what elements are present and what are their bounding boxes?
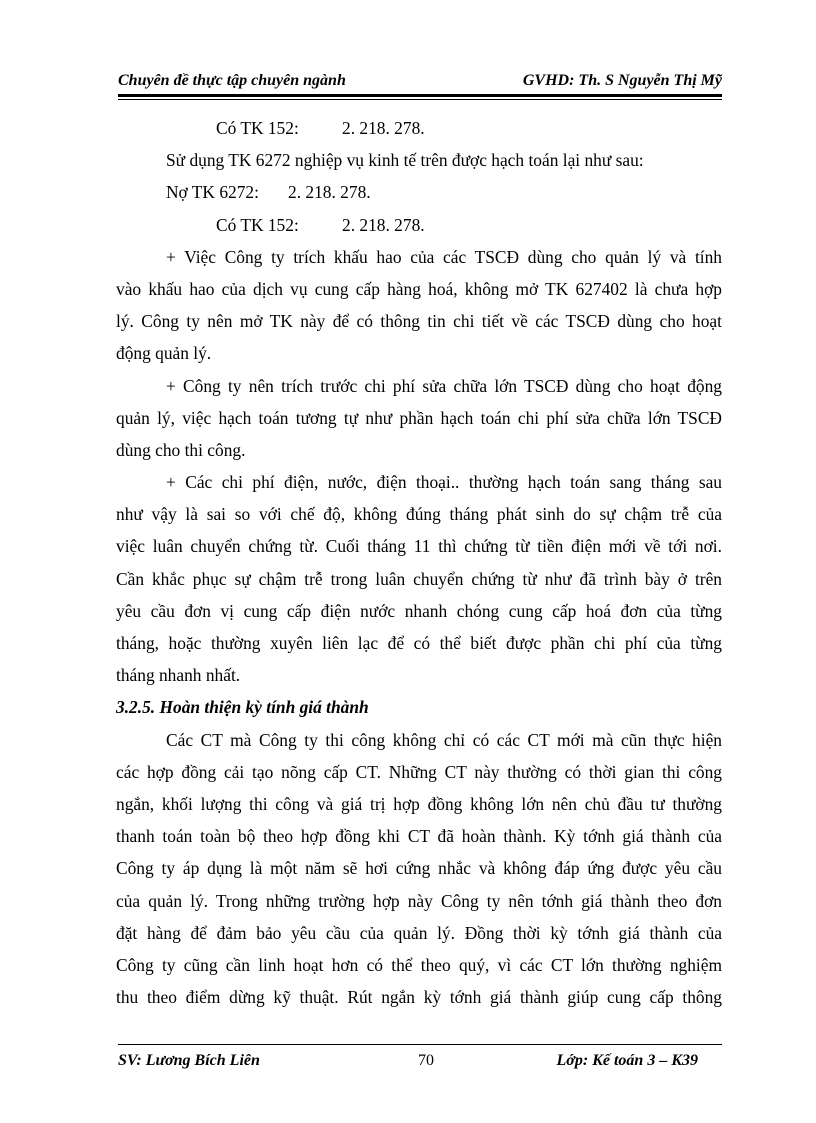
entry-value: 2. 218. 278. <box>342 214 425 235</box>
paragraph-line: tháng, hoặc thường xuyên liên lạc để có thể biết được phần chi phí của từng <box>116 633 722 653</box>
paragraph-line: thu theo điểm dừng kỹ thuật. Rút ngắn kỳ tớnh giá thành giúp cung cấp thông <box>116 987 722 1008</box>
paragraph-line: + Việc Công ty trích khấu hao của các TSCĐ dùng cho quản lý và tính <box>166 246 722 267</box>
paragraph-line: + Các chi phí điện, nước, điện thoại.. thường hạch toán sang tháng sau <box>166 472 722 493</box>
header-supervisor: GVHD: Th. S Nguyễn Thị Mỹ <box>522 72 722 89</box>
paragraph-line: Các CT mà Công ty thi công không chỉ có các CT mới mà cũn thực hiện <box>166 729 722 750</box>
paragraph-line: như vậy là sai so với chế độ, không đúng tháng phát sinh do sự chậm trễ của <box>116 504 722 525</box>
paragraph-line: các hợp đồng cải tạo nõng cấp CT. Những CT này thường có thời gian thi công <box>116 761 722 782</box>
paragraph-line: tháng nhanh nhất. <box>116 665 241 686</box>
journal-entry-debit <box>116 176 722 208</box>
paragraph-line: + Công ty nên trích trước chi phí sửa chữa lớn TSCĐ dùng cho hoạt động <box>166 375 722 396</box>
paragraph-line: quản lý, việc hạch toán tương tự như phần hạch toán chi phí sửa chữa lớn TSCĐ <box>116 407 722 428</box>
entry-value: 2. 218. 278. <box>342 118 425 138</box>
paragraph-line: đặt hàng để đảm bảo yêu cầu của quản lý. Đồng thời kỳ tớnh giá thành của <box>116 922 722 943</box>
paragraph-line: việc luân chuyển chứng từ. Cuối tháng 11 thì chứng từ tiền điện mới về tới nơi. <box>116 536 722 557</box>
footer-rule <box>118 1044 722 1045</box>
header-title: Chuyên đề thực tập chuyên ngành <box>118 72 346 89</box>
journal-entry-credit <box>116 112 722 144</box>
page-footer <box>118 1052 722 1074</box>
page-body <box>116 112 722 1013</box>
paragraph-line: yêu cầu đơn vị cung cấp điện nước nhanh chóng cung cấp hoá đơn của từng <box>116 600 722 621</box>
paragraph-line: thanh toán toàn bộ theo hợp đồng khi CT đã hoàn thành. Kỳ tớnh giá thành của <box>116 826 722 847</box>
journal-entry-credit <box>116 209 722 241</box>
paragraph-line: Công ty cũng cần linh hoạt hơn có thể theo quý, vì các CT lớn thường nghiệm <box>116 954 722 975</box>
page-number: 70 <box>418 1052 434 1069</box>
paragraph-line: Cần khắc phục sự chậm trễ trong luân chuyển chứng từ như đã trình bày ở trên <box>116 568 722 589</box>
entry-value: 2. 218. 278. <box>288 182 371 203</box>
paragraph-line: vào khấu hao của dịch vụ cung cấp hàng hoá, không mở TK 627402 là chưa hợp <box>116 278 722 299</box>
entry-label: Có TK 152: <box>216 118 299 138</box>
header-rule-thick <box>118 94 722 97</box>
paragraph-line: Công ty áp dụng là một năm sẽ hơi cứng nhắc và không đáp ứng được yêu cầu <box>116 858 722 879</box>
footer-student: SV: Lương Bích Liên <box>118 1052 260 1069</box>
section-heading: 3.2.5. Hoàn thiện kỳ tính giá thành <box>116 697 369 718</box>
entry-label: Nợ TK 6272: <box>166 182 259 203</box>
paragraph-line: của quản lý. Trong những trường hợp này Công ty nên tớnh giá thành theo đơn <box>116 890 722 911</box>
entry-label: Có TK 152: <box>216 214 299 235</box>
paragraph-line: ngắn, khối lượng thi công và giá trị hợp đồng không lớn nên chủ đầu tư thường <box>116 793 722 814</box>
paragraph-line: dùng cho thi công. <box>116 439 246 460</box>
paragraph-line: động quản lý. <box>116 343 212 364</box>
paragraph-line: lý. Công ty nên mở TK này để có thông tin chi tiết về các TSCĐ dùng cho hoạt <box>116 311 722 332</box>
footer-class: Lớp: Kế toán 3 – K39 <box>556 1052 698 1069</box>
page-header <box>118 72 722 94</box>
header-rule-thin <box>118 99 722 100</box>
paragraph-line: Sử dụng TK 6272 nghiệp vụ kinh tế trên được hạch toán lại như sau: <box>166 150 644 171</box>
